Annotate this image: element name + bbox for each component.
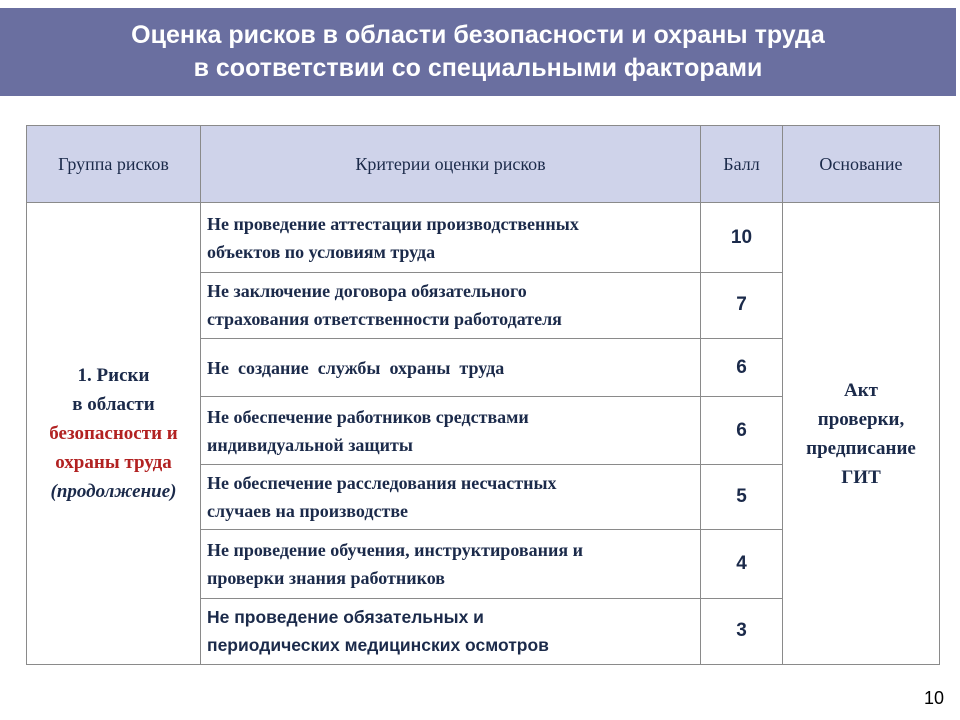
criterion-text: Не обеспечение расследования несчастных [207, 473, 557, 494]
criterion-text: Не создание службы охраны труда [207, 357, 505, 378]
risk-group-cell [27, 203, 201, 665]
criterion-text: индивидуальной защиты [207, 434, 413, 455]
risk-group-continuation: (продолжение) [50, 481, 177, 503]
slide-title-line-1: Оценка рисков в области безопасности и охраны труда [131, 21, 825, 49]
risk-group-line: 1. Риски [77, 365, 150, 387]
risk-group-line-highlight: охраны труда [55, 452, 172, 474]
score-cell: 7 [701, 272, 783, 338]
page-number: 10 [923, 688, 944, 708]
criterion-cell [201, 464, 701, 529]
basis-line: Акт [843, 379, 878, 401]
criterion-cell [201, 339, 701, 397]
table-header-row [27, 126, 940, 203]
risk-assessment-table [26, 125, 940, 665]
slide-title [0, 8, 956, 96]
score-cell: 5 [701, 464, 783, 529]
slide-title-line-2: в соответствии со специальными факторами [193, 54, 763, 82]
basis-line: предписание [806, 437, 916, 459]
risk-group-line: в области [72, 394, 155, 416]
criterion-text: Не проведение обучения, инструктирования и [207, 539, 583, 560]
criterion-text: проверки знания работников [207, 567, 446, 588]
header-risk-group: Группа рисков [27, 126, 201, 203]
criterion-cell [201, 530, 701, 598]
criterion-text: объектов по условиям труда [207, 241, 436, 262]
basis-line: проверки, [817, 408, 905, 430]
criterion-text: Не проведение аттестации производственных [207, 213, 579, 234]
criterion-cell [201, 272, 701, 338]
criterion-text: Не заключение договора обязательного [207, 281, 527, 302]
score-cell: 10 [701, 203, 783, 272]
criterion-cell [201, 397, 701, 464]
criterion-text: периодических медицинских осмотров [207, 635, 549, 656]
basis-cell [783, 203, 940, 665]
header-criteria: Критерии оценки рисков [201, 126, 701, 203]
criterion-cell [201, 203, 701, 272]
criterion-text: случаев на производстве [207, 501, 409, 522]
criterion-text: страхования ответственности работодателя [207, 309, 562, 330]
table-row [27, 203, 940, 272]
header-score: Балл [701, 126, 783, 203]
score-cell: 6 [701, 397, 783, 464]
risk-group-line-highlight: безопасности и [49, 423, 178, 445]
criterion-text: Не проведение обязательных и [207, 607, 484, 628]
header-basis: Основание [783, 126, 940, 203]
criterion-text: Не обеспечение работников средствами [207, 406, 529, 427]
basis-line: ГИТ [841, 466, 881, 488]
score-cell: 4 [701, 530, 783, 598]
score-cell: 3 [701, 598, 783, 664]
criterion-cell [201, 598, 701, 664]
score-cell: 6 [701, 339, 783, 397]
